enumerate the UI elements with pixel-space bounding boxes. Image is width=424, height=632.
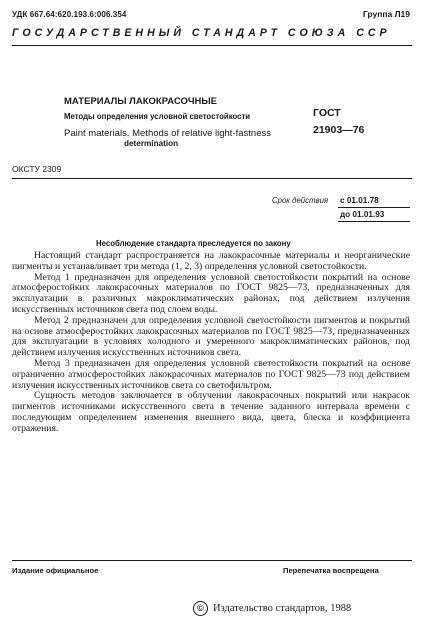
paragraph-method-2: Метод 2 предназначен для определения условной светостойкости пигментов и покрытий на основе атмосферостойких лакокрасочных материалов по ГОСТ 9825—73, предназначенных для эксплуатации в условиях холодного и умеренного макроклиматических районов, под действием излучения искусственных источников света. <box>12 314 410 359</box>
english-title-line1: Paint materials. Methods of relative light-fastness <box>64 128 271 139</box>
validity-from: с 01.01.78 <box>340 196 379 205</box>
document-title: МАТЕРИАЛЫ ЛАКОКРАСОЧНЫЕ <box>64 96 218 107</box>
paragraph-method-3: Метод 3 предназначен для определения условной светостойкости покрытий на основе ограниченно атмосферостойких лакокрасочных материалов по ГОСТ 9825—73 под действием излучения искусственных источников света со светофильтром. <box>12 357 410 391</box>
copyright-text: Издательство стандартов, 1988 <box>213 603 352 614</box>
okstu-code: ОКСТУ 2309 <box>12 164 62 174</box>
paragraph-essence: Сущность методов заключается в облучении лакокрасочных покрытий или накрасок пигментов источниками искусственного света в течение заданного интервала времени с последующим определением изменения внешнего вида, цвета, блеска и коэффициента отражения. <box>12 390 410 434</box>
gost-number: 21903—76 <box>313 124 365 136</box>
udk-code: УДК 667.64:620.193.6:006.354 <box>12 10 127 19</box>
paragraph-method-1: Метод 1 предназначен для определения условной светостойкости покрытий на основе атмосферостойких лакокрасочных материалов по ГОСТ 9825—73, предназначенных для эксплуатации в различных макроклиматических районах, под действием излучения искусственных источников света под слоем воды. <box>12 271 410 315</box>
footer-divider <box>12 560 412 561</box>
okstu-divider <box>12 178 412 179</box>
edition-label: Издание официальное <box>12 566 99 575</box>
group-code: Группа Л19 <box>362 9 410 19</box>
validity-from-underline <box>338 207 410 208</box>
validity-to: до 01.01.93 <box>340 210 385 219</box>
standard-title: ГОСУДАРСТВЕННЫЙ СТАНДАРТ СОЮЗА ССР <box>12 27 391 39</box>
reprint-notice: Перепечатка воспрещена <box>283 566 379 575</box>
validity-label: Срок действия <box>272 196 329 205</box>
copyright-icon: © <box>193 601 208 616</box>
validity-to-underline <box>338 221 410 222</box>
paragraph-scope: Настоящий стандарт распространяется на лакокрасочные материалы и неорганические пигменты и устанавливает три метода (1, 2, 3) определения условной светостойкости. <box>12 250 410 272</box>
law-notice: Несоблюдение стандарта преследуется по закону <box>96 239 291 248</box>
body-text <box>12 251 410 435</box>
gost-label: ГОСТ <box>313 107 341 119</box>
document-subtitle: Методы определения условной светостойкости <box>64 112 251 121</box>
header-divider <box>12 45 412 46</box>
copyright-line <box>193 601 351 616</box>
english-title-line2: determination <box>124 139 179 148</box>
